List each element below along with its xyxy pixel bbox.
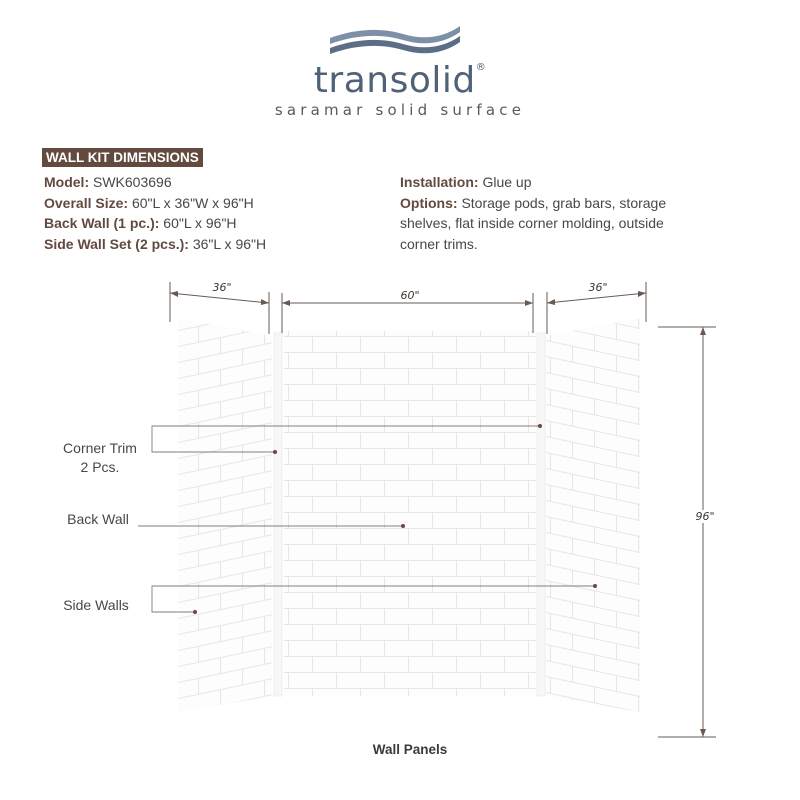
- spec-value: 60"L x 96"H: [163, 215, 237, 231]
- dim-label-left: 36": [204, 281, 240, 294]
- arrow-right-b: [638, 291, 646, 297]
- label-back-wall: Back Wall: [67, 511, 129, 527]
- dot-corner-trim-right: [538, 424, 542, 428]
- brand-tagline: saramar solid surface: [274, 101, 526, 119]
- spec-value: Glue up: [482, 174, 532, 190]
- registered-mark: ®: [475, 62, 487, 73]
- spec-value: Storage pods, grab bars, storage: [461, 194, 667, 211]
- dim-label-height: 96": [686, 510, 724, 523]
- left-side-wall-panel: [178, 318, 272, 712]
- spec-label: Model:: [44, 174, 90, 190]
- dim-left-line: [170, 293, 269, 303]
- dim-right-line: [547, 293, 646, 303]
- arrow-left-b: [261, 299, 269, 305]
- dot-side-wall-right: [593, 584, 597, 588]
- dim-label-back: 60": [390, 289, 430, 302]
- dim-label-right: 36": [580, 281, 616, 294]
- label-corner-trim-line1: Corner Trim: [63, 440, 137, 456]
- back-wall-panel: [284, 331, 536, 696]
- spec-value: 36"L x 96"H: [192, 235, 267, 252]
- spec-value: 60"L x 36"W x 96"H: [131, 194, 254, 211]
- arrow-right-a: [547, 299, 555, 305]
- spec-options-line3: corner trims.: [400, 235, 478, 252]
- spec-label: Back Wall (1 pc.):: [44, 215, 160, 231]
- dot-back-wall: [401, 524, 405, 528]
- label-side-walls: Side Walls: [63, 597, 129, 613]
- corner-trim-left: [274, 333, 282, 696]
- arrow-height-top: [700, 327, 706, 335]
- right-side-wall-panel: [546, 318, 640, 712]
- spec-options-line2: shelves, flat inside corner molding, outside: [400, 215, 664, 231]
- spec-label: Options:: [400, 194, 458, 211]
- spec-label: Side Wall Set (2 pcs.):: [44, 235, 189, 252]
- spec-value: SWK603696: [93, 174, 172, 190]
- section-title: WALL KIT DIMENSIONS: [42, 148, 203, 167]
- arrow-back-b: [525, 300, 533, 306]
- brand-name: transolid: [313, 60, 476, 101]
- dot-side-wall-left: [193, 610, 197, 614]
- spec-label: Overall Size:: [44, 194, 129, 211]
- arrow-left-a: [170, 291, 178, 297]
- arrow-height-bottom: [700, 729, 706, 737]
- dot-corner-trim-left: [273, 450, 277, 454]
- diagram-caption: Wall Panels: [372, 742, 448, 757]
- label-corner-trim: [44, 439, 156, 477]
- arrow-back-a: [282, 300, 290, 306]
- spec-label: Installation:: [400, 174, 479, 190]
- label-corner-trim-line2: 2 Pcs.: [80, 459, 120, 475]
- corner-trim-right: [537, 333, 545, 696]
